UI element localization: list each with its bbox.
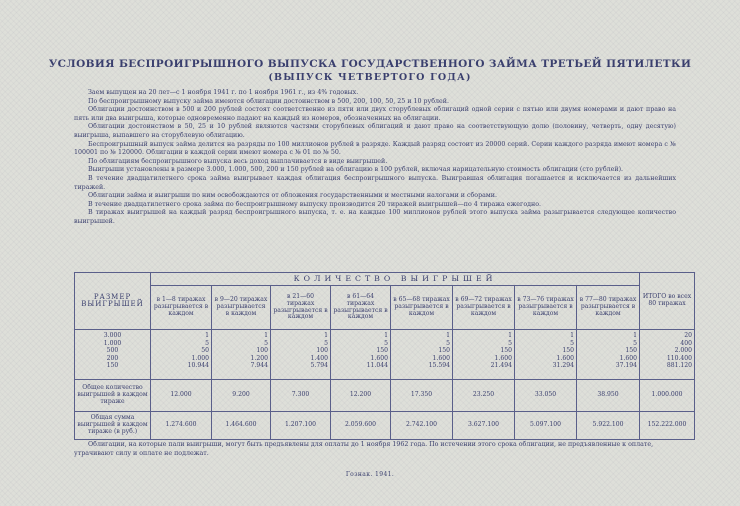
cell: 1 xyxy=(570,332,574,339)
cell: 1 xyxy=(205,332,209,339)
cell: 33.050 xyxy=(515,380,577,412)
cell: 1.464.600 xyxy=(212,412,271,440)
cell: 5 xyxy=(205,339,209,347)
cell: 100 xyxy=(316,347,328,355)
cell: 150 xyxy=(500,347,512,355)
size-value: 150 xyxy=(106,362,119,370)
paragraph: Облигации достоинством в 50, 25 и 10 рублей являются частями сторублевых облигаций и дают право на соответствующую долю (половину, четверть, одну десятую) выигрыша, выпавшего на сторублевую облигацию. xyxy=(74,123,676,139)
cell: 1 xyxy=(508,332,512,339)
cell: 15.594 xyxy=(428,362,450,370)
draw-column xyxy=(577,330,640,380)
cell: 1 xyxy=(324,332,328,339)
cell: 1.600 xyxy=(370,354,388,362)
column-header: в 21—60 тиражах разыгрывается в каждом xyxy=(271,286,331,330)
draw-column xyxy=(453,330,515,380)
paragraph: Выигрыши установлены в размере 3.000, 1.000, 500, 200 и 150 рублей на облигацию в 100 рублей, включая нарицательную стоимость облигации (сто рублей). xyxy=(88,166,624,174)
cell: 5 xyxy=(570,339,574,347)
cell: 50 xyxy=(201,347,209,355)
cell: 2.742.100 xyxy=(391,412,453,440)
cell: 150 xyxy=(562,347,574,355)
cell: 5.922.100 xyxy=(577,412,640,440)
cell: 21.494 xyxy=(490,362,512,370)
size-value: 200 xyxy=(106,354,119,362)
cell: 5 xyxy=(446,339,450,347)
paragraph: Облигации, на которые пали выигрыши, могут быть предъявлены для оплаты до 1 ноября 1962 года. По истечении этого срока облигации, не предъявленные к оплате, утрачивают силу и оплате не подлежат. xyxy=(74,441,654,457)
cell: 9.200 xyxy=(212,380,271,412)
cell: 1.274.600 xyxy=(151,412,212,440)
cell: 110.400 xyxy=(666,354,693,362)
column-header: в 69—72 тиражах разыгрывается в каждом xyxy=(453,286,515,330)
page-subtitle: (ВЫПУСК ЧЕТВЕРТОГО ГОДА) xyxy=(268,72,472,83)
cell: 1 xyxy=(264,332,268,339)
sum-row-label: Общая сумма выигрышей в каждом тираже (в руб.) xyxy=(75,412,151,440)
paragraph: По облигациям беспроигрышного выпуска весь доход выплачивается в виде выигрышей. xyxy=(88,157,388,165)
cell: 5.794 xyxy=(310,362,328,370)
size-header: РАЗМЕР ВЫИГРЫШЕЙ xyxy=(75,273,151,330)
size-value: 1.000 xyxy=(103,339,122,347)
cell: 3.627.100 xyxy=(453,412,515,440)
paragraph: Облигации займа и выигрыши по ним освобождаются от обложения государственными и местными налогами и сборами. xyxy=(88,192,497,200)
imprint: Гознак. 1941. xyxy=(345,471,395,478)
cell: 400 xyxy=(680,339,693,347)
cell: 100 xyxy=(256,347,268,355)
size-column xyxy=(75,330,151,380)
paragraph: Заем выпущен на 20 лет—с 1 ноября 1941 г. по 1 ноября 1961 г., из 4% годовых. xyxy=(88,89,359,96)
cell: 37.194 xyxy=(615,362,638,370)
page-title: УСЛОВИЯ БЕСПРОИГРЫШНОГО ВЫПУСКА ГОСУДАРСТВЕННОГО ЗАЙМА ТРЕТЬЕЙ ПЯТИЛЕТКИ xyxy=(48,58,692,70)
cell: 1 xyxy=(633,332,638,339)
draw-column xyxy=(391,330,453,380)
column-header: в 9—20 тиражах разыгрывается в каждом xyxy=(212,286,271,330)
cell: 1.600 xyxy=(619,354,638,362)
column-header: в 1—8 тиражах разыгрывается в каждом xyxy=(151,286,212,330)
size-value: 3.000 xyxy=(103,332,122,339)
paragraph: Облигации достоинством в 500 и 200 рублей состоят соответственно из пяти или двух сторублевых облигаций одной серии с пятью или двумя номерами и дают право на пять или два выигрыша, которые одновременно падают на каждый из номеров, обозначенных на облигации. xyxy=(74,106,676,122)
cell: 1 xyxy=(446,332,450,339)
cell: 5.097.100 xyxy=(515,412,577,440)
size-value: 500 xyxy=(106,347,119,355)
cell: 1.000.000 xyxy=(640,380,695,412)
cell: 150 xyxy=(438,347,450,355)
cell: 5 xyxy=(508,339,512,347)
count-row-label: Общее количество выигрышей в каждом тираже xyxy=(75,380,151,412)
cell: 881.120 xyxy=(666,362,693,370)
cell: 11.044 xyxy=(366,362,388,370)
cell: 5 xyxy=(324,339,328,347)
cell: 1.600 xyxy=(556,354,574,362)
cell: 38.950 xyxy=(577,380,640,412)
cell: 152.222.000 xyxy=(640,412,695,440)
cell: 17.350 xyxy=(391,380,453,412)
draw-column xyxy=(151,330,212,380)
cell: 7.300 xyxy=(271,380,331,412)
cell: 31.294 xyxy=(552,362,574,370)
cell: 7.944 xyxy=(250,362,268,370)
cell: 1 xyxy=(384,332,388,339)
paragraph: В течение двадцатилетнего срока займа выигрывает каждая облигация беспроигрышного выпуска. Выигравшая облигация погашается и исключается из дальнейших тиражей. xyxy=(74,174,676,191)
cell: 1.207.100 xyxy=(271,412,331,440)
paragraph: В тиражах выигрышей на каждый разряд беспроигрышного выпуска, т. е. на каждые 100 миллионов рублей этого выпуска займа разыгрывается следующее количество выигрышей. xyxy=(74,209,676,225)
cell: 12.200 xyxy=(331,380,391,412)
cell: 1.600 xyxy=(494,354,512,362)
cell: 2.000 xyxy=(674,347,693,355)
terms-text xyxy=(74,89,676,227)
paragraph: По беспроигрышному выпуску займа имеются облигации достоинством в 500, 200, 100, 50, 25 и 10 рублей. xyxy=(88,97,449,105)
column-header: в 77—80 тиражах разыгрывается в каждом xyxy=(577,286,640,330)
cell: 150 xyxy=(376,347,388,355)
cell: 12.000 xyxy=(151,380,212,412)
cell: 1.000 xyxy=(191,354,209,362)
cell: 1.400 xyxy=(310,354,328,362)
cell: 150 xyxy=(625,347,638,355)
cell: 5 xyxy=(384,339,388,347)
draw-column xyxy=(212,330,271,380)
draw-column xyxy=(271,330,331,380)
paragraph: Беспроигрышный выпуск займа делится на разряды по 100 миллионов рублей в разряде. Каждый разряд состоит из 20000 серий. Серии каждого разряда имеют номера с № 100001 по № 120000. Облигации в каждой серии имеют номера с № 01 по № 50. xyxy=(74,140,676,157)
footer-note xyxy=(74,441,678,458)
cell: 5 xyxy=(633,339,638,347)
total-header: ИТОГО во всех 80 тиражах xyxy=(640,273,695,330)
cell: 1.200 xyxy=(250,354,268,362)
column-header: в 65—68 тиражах разыгрывается в каждом xyxy=(391,286,453,330)
count-group-header: КОЛИЧЕСТВО ВЫИГРЫШЕЙ xyxy=(151,273,640,286)
cell: 23.250 xyxy=(453,380,515,412)
cell: 2.059.600 xyxy=(331,412,391,440)
column-header: в 73—76 тиражах разыгрывается в каждом xyxy=(515,286,577,330)
cell: 5 xyxy=(264,339,268,347)
paragraph: В течение двадцатилетнего срока займа по беспроигрышному выпуску производится 20 тиражей выигрышей—по 4 тиража ежегодно. xyxy=(88,200,541,208)
winnings-table xyxy=(74,272,695,440)
cell: 20 xyxy=(684,332,693,339)
total-column xyxy=(640,330,695,380)
draw-column xyxy=(515,330,577,380)
column-header: в 61—64 тиражах разыгрывается в каждом xyxy=(331,286,391,330)
draw-column xyxy=(331,330,391,380)
cell: 10.944 xyxy=(187,362,209,370)
cell: 1.600 xyxy=(432,354,450,362)
